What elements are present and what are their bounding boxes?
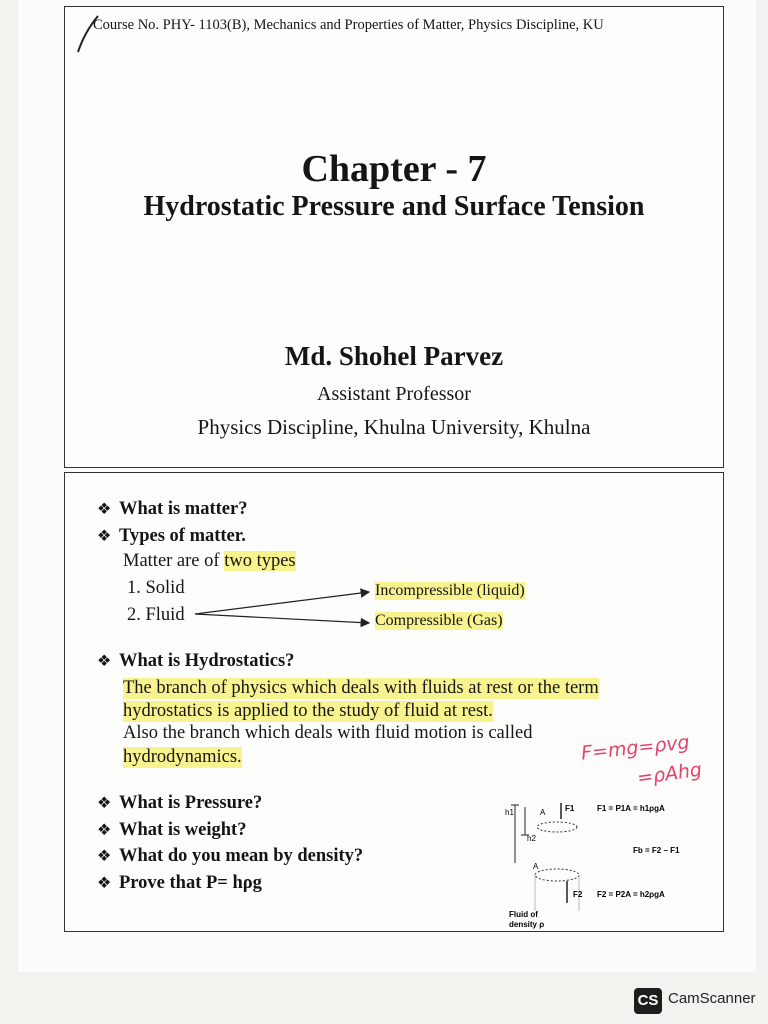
handwritten-force-line2: =ρAhg (635, 758, 704, 790)
diamond-bullet-icon: ❖ (97, 528, 112, 545)
handwritten-force-line1: F=mg=ρvg (580, 731, 691, 765)
course-header: Course No. PHY- 1103(B), Mechanics and Properties of Matter, Physics Discipline, KU (93, 17, 604, 33)
types-intro: Matter are of two types (123, 551, 296, 571)
question-weight: ❖ What is weight? (97, 820, 247, 840)
label-h2: h2 (527, 834, 536, 843)
author-position: Assistant Professor (317, 383, 471, 405)
fluid-label-line2: density ρ (509, 920, 545, 929)
diamond-bullet-icon: ❖ (97, 875, 112, 892)
diamond-bullet-icon: ❖ (97, 653, 112, 670)
buoyancy-diagram (505, 793, 715, 933)
author-affiliation: Physics Discipline, Khulna University, Khulna (197, 415, 591, 439)
diamond-bullet-icon: ❖ (97, 822, 112, 839)
label-h1: h1 (505, 808, 514, 817)
label-f2: F2 (573, 890, 583, 899)
fluid-branch-arrows (193, 585, 383, 631)
camscanner-watermark: CamScanner (668, 990, 756, 1007)
label-f1: F1 (565, 804, 575, 813)
type-fluid: 2. Fluid (127, 605, 185, 625)
question-pressure: ❖ What is Pressure? (97, 793, 263, 813)
scanned-page (18, 0, 756, 972)
question-types: ❖ Types of matter. (97, 526, 246, 546)
fluid-label-line1: Fluid of (509, 910, 538, 919)
chapter-title: Chapter - 7 (301, 148, 487, 190)
content-slide (64, 472, 724, 932)
question-matter: ❖ What is matter? (97, 499, 248, 519)
title-slide (64, 6, 724, 468)
question-hydrostatics: ❖ What is Hydrostatics? (97, 651, 295, 671)
camscanner-logo-icon: CS (634, 988, 662, 1014)
hydrostatics-answer-line1: The branch of physics which deals with fluids at rest or the term (123, 678, 599, 698)
question-prove: ❖ Prove that P= hρg (97, 873, 262, 893)
hydrodynamics-line1: Also the branch which deals with fluid motion is called (123, 723, 533, 743)
chapter-subtitle: Hydrostatic Pressure and Surface Tension (143, 191, 645, 222)
author-name: Md. Shohel Parvez (284, 341, 504, 371)
type-solid: 1. Solid (127, 578, 185, 598)
question-density: ❖ What do you mean by density? (97, 846, 364, 866)
hydrodynamics-line2: hydrodynamics. (123, 747, 242, 767)
equation-f2: F2 = P2A = h2ρgA (597, 890, 665, 899)
label-area-top: A (540, 808, 546, 817)
diamond-bullet-icon: ❖ (97, 501, 112, 518)
diamond-bullet-icon: ❖ (97, 795, 112, 812)
equation-f1: F1 = P1A = h1ρgA (597, 804, 665, 813)
label-area-bottom: A (533, 862, 539, 871)
type-gas: Compressible (Gas) (375, 612, 503, 629)
type-liquid: Incompressible (liquid) (375, 582, 525, 599)
diamond-bullet-icon: ❖ (97, 848, 112, 865)
pen-tick-mark (74, 14, 100, 54)
highlight-two-types: two types (224, 551, 296, 571)
equation-buoyant: Fb = F2 – F1 (633, 846, 680, 855)
hydrostatics-answer-line2: hydrostatics is applied to the study of fluid at rest. (123, 701, 493, 721)
